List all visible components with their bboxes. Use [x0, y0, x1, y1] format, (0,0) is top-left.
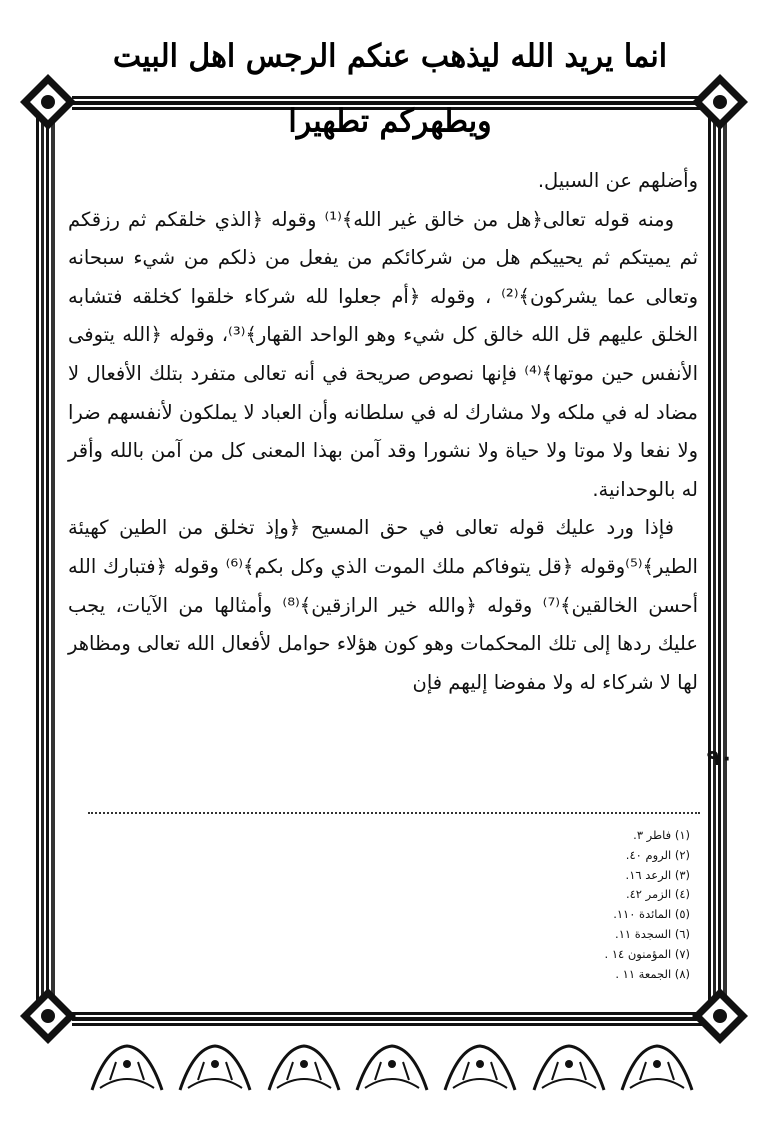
calligraphy-seal-icon — [616, 1040, 698, 1098]
footnote: (٤) الزمر ٤٢. — [625, 887, 690, 902]
footnote-separator — [88, 812, 700, 814]
footnote: (٦) السجدة ١١. — [615, 926, 690, 941]
footnote: (٨) الجمعة ١١ . — [615, 966, 690, 981]
footnote: (٢) الروم ٤٠. — [625, 847, 690, 862]
calligraphy-seal-icon — [86, 1040, 168, 1098]
calligraphy-seal-icon — [174, 1040, 256, 1098]
calligraphy-seal-icon — [263, 1040, 345, 1098]
left-pillar — [36, 88, 58, 1018]
footer-seals — [86, 1040, 698, 1100]
header-calligraphy: انما يريد الله ليذهب عنكم الرجس اهل البيت ويطهركم تطهيرا — [112, 38, 668, 140]
footnote: (٣) الرعد ١٦. — [625, 867, 690, 882]
footnote: (٧) المؤمنون ١٤ . — [604, 946, 690, 961]
paragraph: ومنه قوله تعالى﴿هل من خالق غير الله﴾⁽¹⁾ وقوله ﴿الذي خلقكم ثم رزقكم ثم يميتكم ثم يحييكم هل من شركائكم من يفعل من ذلكم من شيء سبحانه وتعالى عما يشركون﴾⁽²⁾ ، وقوله ﴿أم جعلوا لله شركاء خلقوا كخلقه فتشابه الخلق عليهم قل الله خالق كل شيء وهو الواحد القهار﴾⁽³⁾، وقوله ﴿الله يتوفى الأنفس حين موتها﴾⁽⁴⁾ فإنها نصوص صريحة في أنه تعالى متفرد بتلك الأفعال لا مضاد له في ملكه ولا مشارك له في سلطانه وأن العباد لا يملكون لأنفسهم ضرا ولا نفعا ولا موتا ولا حياة ولا نشورا وقد آمن بهذا المعنى كل من آمن بالله وأقر له بالوحدانية. — [68, 207, 699, 501]
calligraphy-seal-icon — [439, 1040, 521, 1098]
footnote: (١) فاطر ٣. — [633, 828, 690, 842]
footnote: (٥) المائدة ١١٠. — [613, 907, 690, 922]
calligraphy-seal-icon — [351, 1040, 433, 1098]
corner-ornament-icon — [18, 72, 78, 132]
corner-ornament-icon — [690, 986, 750, 1046]
paragraph: فإذا ورد عليك قوله تعالى في حق المسيح ﴿وإذ تخلق من الطين كهيئة الطير﴾⁽⁵⁾وقوله ﴿قل يتوفاكم ملك الموت الذي وكل بكم﴾⁽⁶⁾ وقوله ﴿فتبارك الله أحسن الخالقين﴾⁽⁷⁾ وقوله ﴿والله خير الرازقين﴾⁽⁸⁾ وأمثالها من الآيات، يجب عليك ردها إلى تلك المحكمات وهو كون هؤلاء حوامل لأفعال الله تعالى ومظاهر لها لا شركاء له ولا مفوضا إليهم فإن — [68, 516, 698, 694]
corner-ornament-icon — [18, 986, 78, 1046]
right-pillar — [708, 88, 730, 1018]
bottom-border-bar — [72, 1012, 702, 1026]
main-text — [68, 162, 698, 702]
calligraphy-seal-icon — [528, 1040, 610, 1098]
footnotes — [400, 826, 690, 984]
paragraph: وأضلهم عن السبيل. — [537, 169, 698, 192]
page-number: ٩٠ — [706, 746, 734, 771]
corner-ornament-icon — [690, 72, 750, 132]
